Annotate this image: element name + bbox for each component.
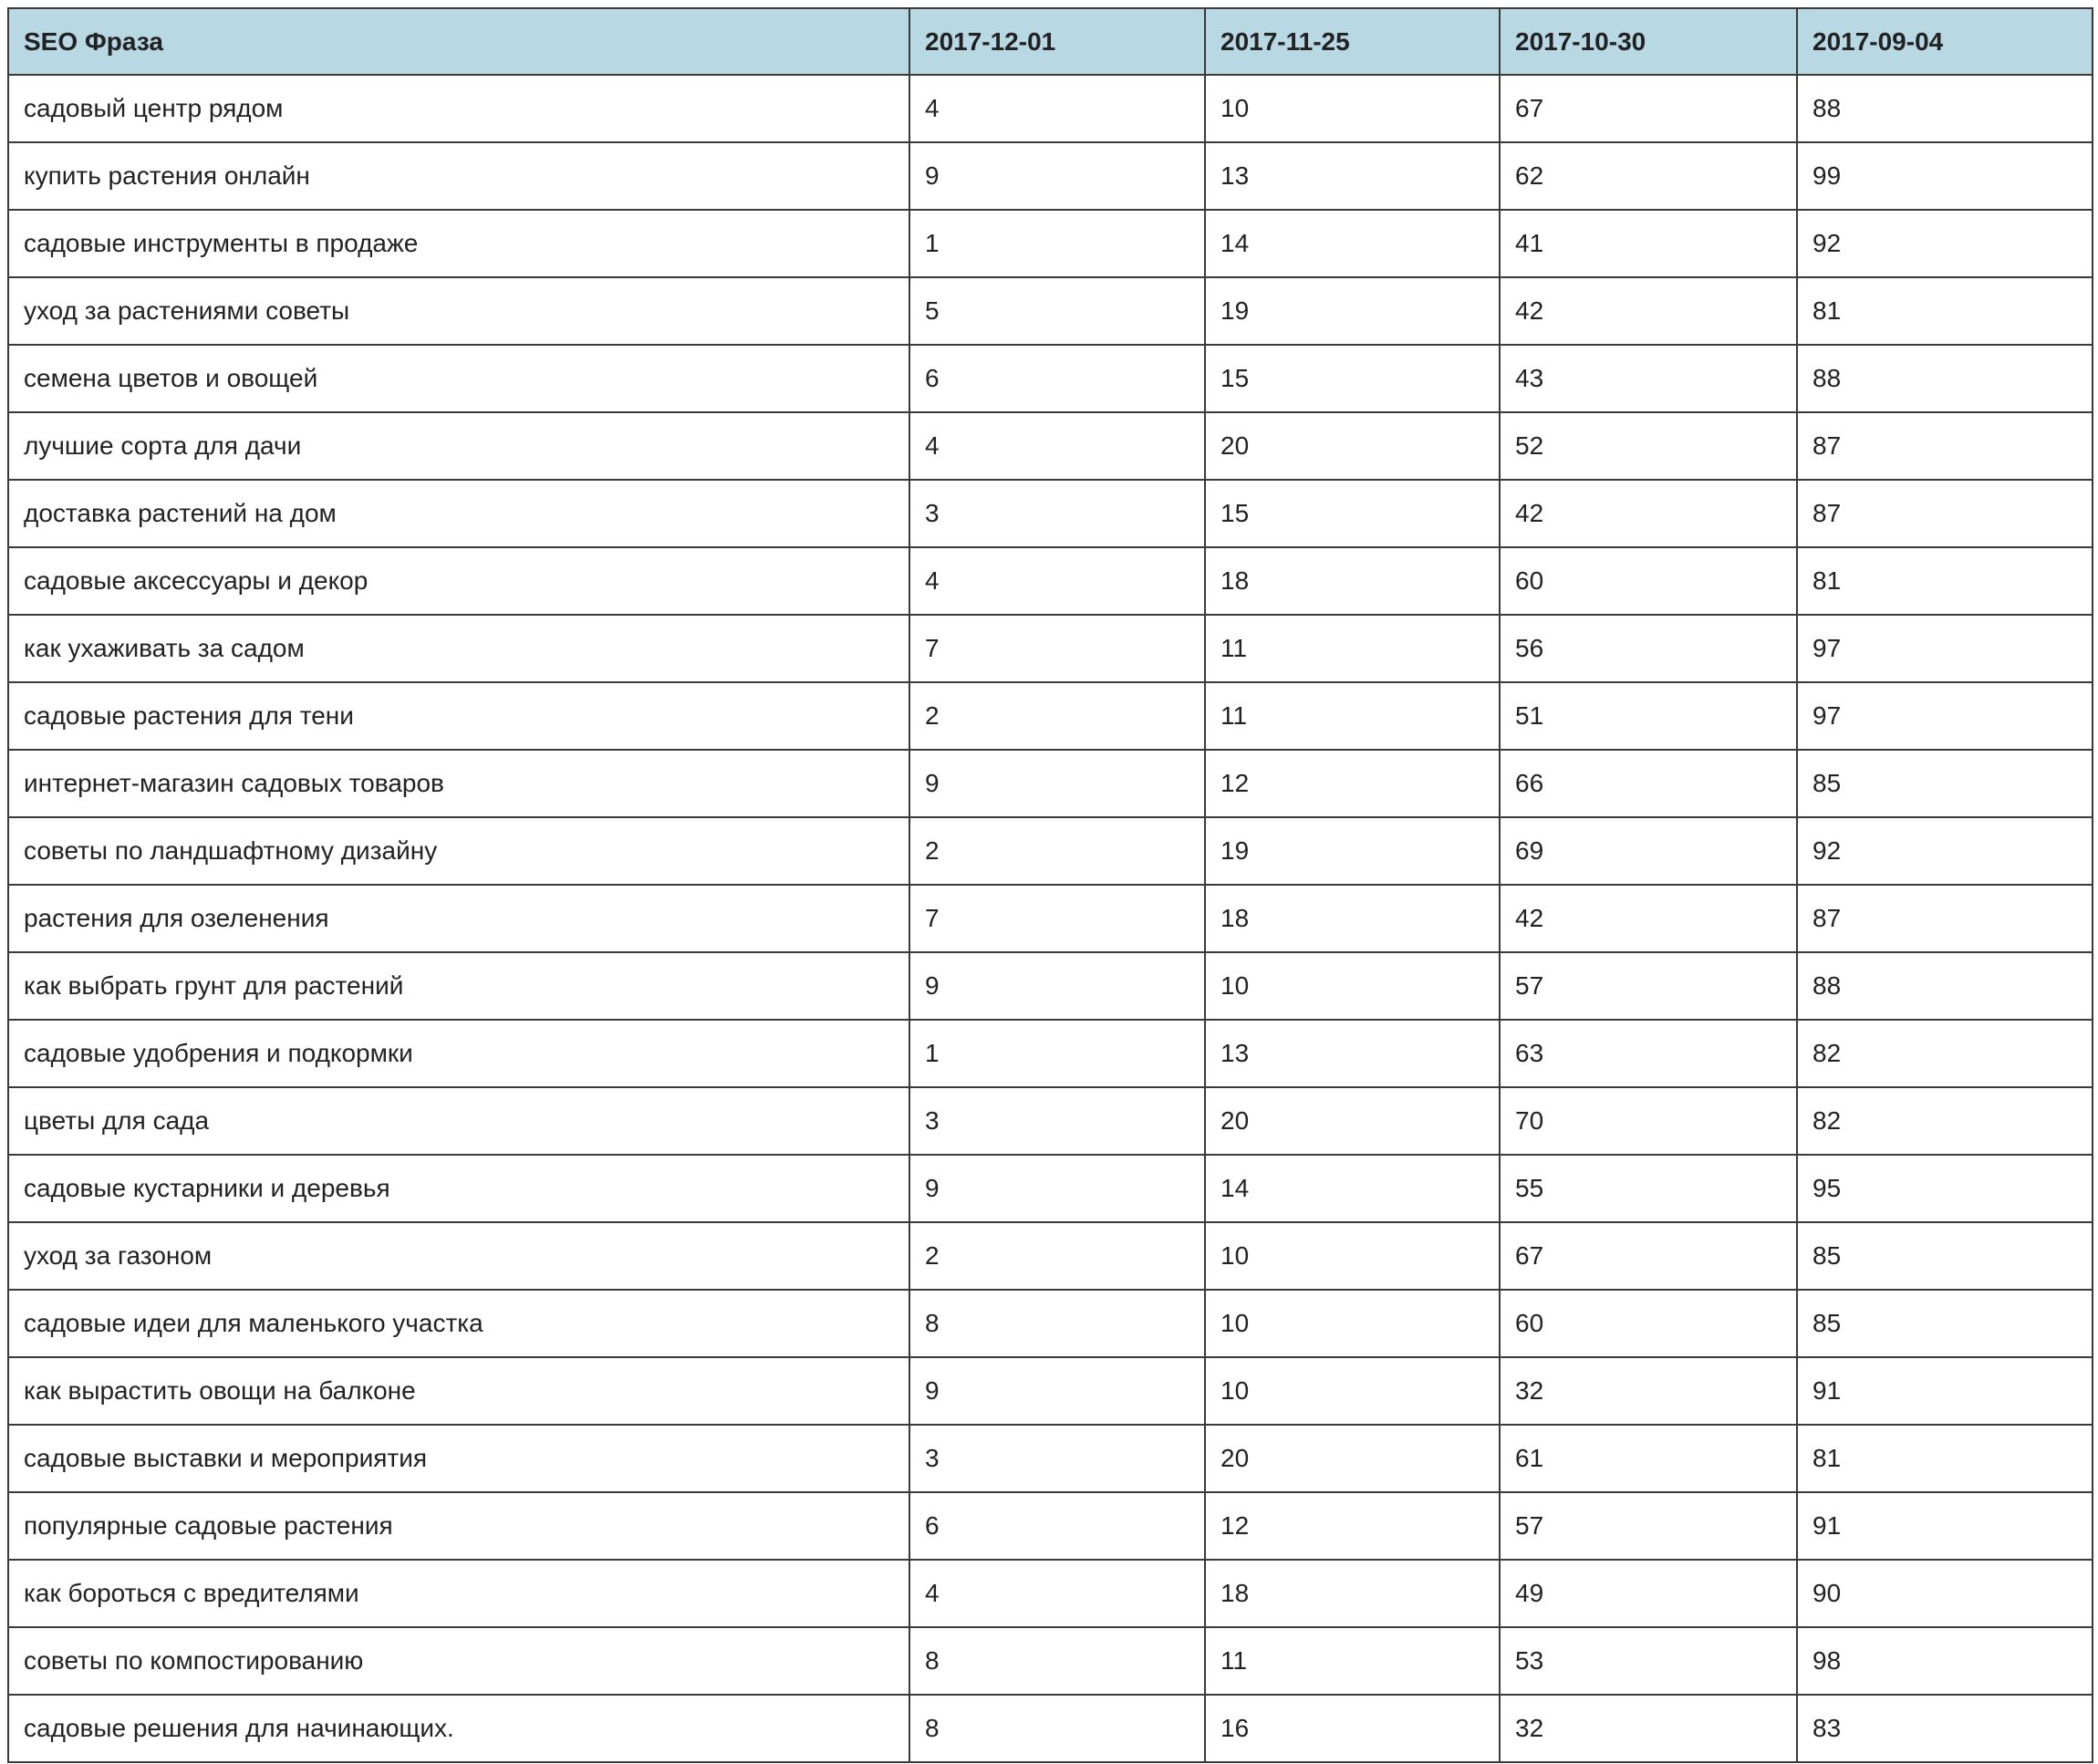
rank-cell: 57 xyxy=(1500,1492,1797,1560)
rank-cell: 69 xyxy=(1500,817,1797,885)
rank-cell: 91 xyxy=(1797,1357,2093,1425)
rank-cell: 19 xyxy=(1205,277,1500,345)
rank-cell: 2 xyxy=(909,817,1205,885)
rank-cell: 60 xyxy=(1500,547,1797,615)
rank-cell: 11 xyxy=(1205,1627,1500,1695)
rank-cell: 6 xyxy=(909,345,1205,412)
seo-rankings-table-container xyxy=(7,7,2092,1763)
seo-phrase-cell: садовые инструменты в продаже xyxy=(8,210,909,277)
rank-cell: 1 xyxy=(909,210,1205,277)
rank-cell: 63 xyxy=(1500,1020,1797,1087)
table-row xyxy=(8,1087,2093,1155)
rank-cell: 11 xyxy=(1205,682,1500,750)
rank-cell: 32 xyxy=(1500,1695,1797,1762)
table-row xyxy=(8,75,2093,142)
rank-cell: 2 xyxy=(909,1222,1205,1290)
rank-cell: 82 xyxy=(1797,1020,2093,1087)
seo-phrase-cell: доставка растений на дом xyxy=(8,480,909,547)
rank-cell: 97 xyxy=(1797,615,2093,682)
header-row xyxy=(8,8,2093,75)
rank-cell: 1 xyxy=(909,1020,1205,1087)
table-row xyxy=(8,1222,2093,1290)
table-row xyxy=(8,480,2093,547)
rank-cell: 3 xyxy=(909,1087,1205,1155)
table-row xyxy=(8,1155,2093,1222)
seo-phrase-cell: купить растения онлайн xyxy=(8,142,909,210)
rank-cell: 10 xyxy=(1205,75,1500,142)
table-row xyxy=(8,547,2093,615)
rank-cell: 87 xyxy=(1797,480,2093,547)
rank-cell: 19 xyxy=(1205,817,1500,885)
rank-cell: 66 xyxy=(1500,750,1797,817)
seo-phrase-cell: как вырастить овощи на балконе xyxy=(8,1357,909,1425)
rank-cell: 42 xyxy=(1500,885,1797,952)
seo-phrase-cell: лучшие сорта для дачи xyxy=(8,412,909,480)
table-row xyxy=(8,1492,2093,1560)
rank-cell: 88 xyxy=(1797,75,2093,142)
rank-cell: 70 xyxy=(1500,1087,1797,1155)
rank-cell: 60 xyxy=(1500,1290,1797,1357)
table-row xyxy=(8,277,2093,345)
rank-cell: 3 xyxy=(909,1425,1205,1492)
column-header-seo-phrase: SEO Фраза xyxy=(8,8,909,75)
rank-cell: 8 xyxy=(909,1627,1205,1695)
rank-cell: 9 xyxy=(909,952,1205,1020)
table-row xyxy=(8,682,2093,750)
seo-phrase-cell: садовые решения для начинающих. xyxy=(8,1695,909,1762)
table-row xyxy=(8,750,2093,817)
rank-cell: 61 xyxy=(1500,1425,1797,1492)
rank-cell: 16 xyxy=(1205,1695,1500,1762)
table-row xyxy=(8,345,2093,412)
column-header-date: 2017-09-04 xyxy=(1797,8,2093,75)
rank-cell: 13 xyxy=(1205,1020,1500,1087)
table-row xyxy=(8,885,2093,952)
seo-rankings-table xyxy=(7,7,2093,1763)
rank-cell: 10 xyxy=(1205,952,1500,1020)
rank-cell: 88 xyxy=(1797,345,2093,412)
rank-cell: 98 xyxy=(1797,1627,2093,1695)
rank-cell: 20 xyxy=(1205,412,1500,480)
rank-cell: 52 xyxy=(1500,412,1797,480)
rank-cell: 41 xyxy=(1500,210,1797,277)
rank-cell: 88 xyxy=(1797,952,2093,1020)
seo-phrase-cell: как ухаживать за садом xyxy=(8,615,909,682)
seo-phrase-cell: садовые идеи для маленького участка xyxy=(8,1290,909,1357)
rank-cell: 11 xyxy=(1205,615,1500,682)
seo-phrase-cell: садовые кустарники и деревья xyxy=(8,1155,909,1222)
seo-phrase-cell: садовый центр рядом xyxy=(8,75,909,142)
rank-cell: 2 xyxy=(909,682,1205,750)
rank-cell: 51 xyxy=(1500,682,1797,750)
rank-cell: 10 xyxy=(1205,1357,1500,1425)
rank-cell: 99 xyxy=(1797,142,2093,210)
rank-cell: 85 xyxy=(1797,750,2093,817)
rank-cell: 9 xyxy=(909,1357,1205,1425)
rank-cell: 53 xyxy=(1500,1627,1797,1695)
rank-cell: 43 xyxy=(1500,345,1797,412)
rank-cell: 6 xyxy=(909,1492,1205,1560)
rank-cell: 8 xyxy=(909,1695,1205,1762)
rank-cell: 14 xyxy=(1205,1155,1500,1222)
rank-cell: 3 xyxy=(909,480,1205,547)
rank-cell: 12 xyxy=(1205,750,1500,817)
table-row xyxy=(8,1627,2093,1695)
rank-cell: 85 xyxy=(1797,1290,2093,1357)
seo-phrase-cell: садовые выставки и мероприятия xyxy=(8,1425,909,1492)
rank-cell: 56 xyxy=(1500,615,1797,682)
table-row xyxy=(8,142,2093,210)
rank-cell: 83 xyxy=(1797,1695,2093,1762)
table-header xyxy=(8,8,2093,75)
seo-phrase-cell: уход за газоном xyxy=(8,1222,909,1290)
rank-cell: 13 xyxy=(1205,142,1500,210)
rank-cell: 85 xyxy=(1797,1222,2093,1290)
rank-cell: 81 xyxy=(1797,1425,2093,1492)
seo-phrase-cell: советы по компостированию xyxy=(8,1627,909,1695)
table-row xyxy=(8,412,2093,480)
rank-cell: 15 xyxy=(1205,345,1500,412)
rank-cell: 4 xyxy=(909,412,1205,480)
table-row xyxy=(8,1560,2093,1627)
seo-phrase-cell: как бороться с вредителями xyxy=(8,1560,909,1627)
rank-cell: 42 xyxy=(1500,480,1797,547)
rank-cell: 4 xyxy=(909,547,1205,615)
seo-phrase-cell: цветы для сада xyxy=(8,1087,909,1155)
seo-phrase-cell: садовые удобрения и подкормки xyxy=(8,1020,909,1087)
rank-cell: 4 xyxy=(909,75,1205,142)
rank-cell: 87 xyxy=(1797,885,2093,952)
table-row xyxy=(8,1357,2093,1425)
rank-cell: 12 xyxy=(1205,1492,1500,1560)
rank-cell: 15 xyxy=(1205,480,1500,547)
rank-cell: 9 xyxy=(909,1155,1205,1222)
table-row xyxy=(8,210,2093,277)
seo-phrase-cell: семена цветов и овощей xyxy=(8,345,909,412)
table-row xyxy=(8,817,2093,885)
seo-phrase-cell: советы по ландшафтному дизайну xyxy=(8,817,909,885)
rank-cell: 87 xyxy=(1797,412,2093,480)
column-header-date: 2017-10-30 xyxy=(1500,8,1797,75)
table-row xyxy=(8,1695,2093,1762)
column-header-date: 2017-12-01 xyxy=(909,8,1205,75)
rank-cell: 92 xyxy=(1797,817,2093,885)
rank-cell: 81 xyxy=(1797,547,2093,615)
rank-cell: 20 xyxy=(1205,1425,1500,1492)
rank-cell: 57 xyxy=(1500,952,1797,1020)
rank-cell: 14 xyxy=(1205,210,1500,277)
table-row xyxy=(8,1020,2093,1087)
rank-cell: 10 xyxy=(1205,1290,1500,1357)
seo-phrase-cell: растения для озеленения xyxy=(8,885,909,952)
rank-cell: 18 xyxy=(1205,547,1500,615)
seo-phrase-cell: садовые аксессуары и декор xyxy=(8,547,909,615)
rank-cell: 67 xyxy=(1500,1222,1797,1290)
rank-cell: 49 xyxy=(1500,1560,1797,1627)
rank-cell: 7 xyxy=(909,615,1205,682)
rank-cell: 90 xyxy=(1797,1560,2093,1627)
rank-cell: 4 xyxy=(909,1560,1205,1627)
rank-cell: 18 xyxy=(1205,885,1500,952)
seo-phrase-cell: уход за растениями советы xyxy=(8,277,909,345)
column-header-date: 2017-11-25 xyxy=(1205,8,1500,75)
rank-cell: 18 xyxy=(1205,1560,1500,1627)
rank-cell: 10 xyxy=(1205,1222,1500,1290)
table-row xyxy=(8,1290,2093,1357)
seo-phrase-cell: садовые растения для тени xyxy=(8,682,909,750)
rank-cell: 62 xyxy=(1500,142,1797,210)
rank-cell: 5 xyxy=(909,277,1205,345)
rank-cell: 67 xyxy=(1500,75,1797,142)
seo-phrase-cell: как выбрать грунт для растений xyxy=(8,952,909,1020)
rank-cell: 55 xyxy=(1500,1155,1797,1222)
rank-cell: 9 xyxy=(909,142,1205,210)
rank-cell: 97 xyxy=(1797,682,2093,750)
rank-cell: 91 xyxy=(1797,1492,2093,1560)
rank-cell: 20 xyxy=(1205,1087,1500,1155)
rank-cell: 7 xyxy=(909,885,1205,952)
seo-phrase-cell: популярные садовые растения xyxy=(8,1492,909,1560)
rank-cell: 95 xyxy=(1797,1155,2093,1222)
rank-cell: 9 xyxy=(909,750,1205,817)
rank-cell: 8 xyxy=(909,1290,1205,1357)
table-body xyxy=(8,75,2093,1762)
table-row xyxy=(8,1425,2093,1492)
table-row xyxy=(8,615,2093,682)
rank-cell: 32 xyxy=(1500,1357,1797,1425)
rank-cell: 42 xyxy=(1500,277,1797,345)
table-row xyxy=(8,952,2093,1020)
rank-cell: 82 xyxy=(1797,1087,2093,1155)
rank-cell: 81 xyxy=(1797,277,2093,345)
seo-phrase-cell: интернет-магазин садовых товаров xyxy=(8,750,909,817)
rank-cell: 92 xyxy=(1797,210,2093,277)
